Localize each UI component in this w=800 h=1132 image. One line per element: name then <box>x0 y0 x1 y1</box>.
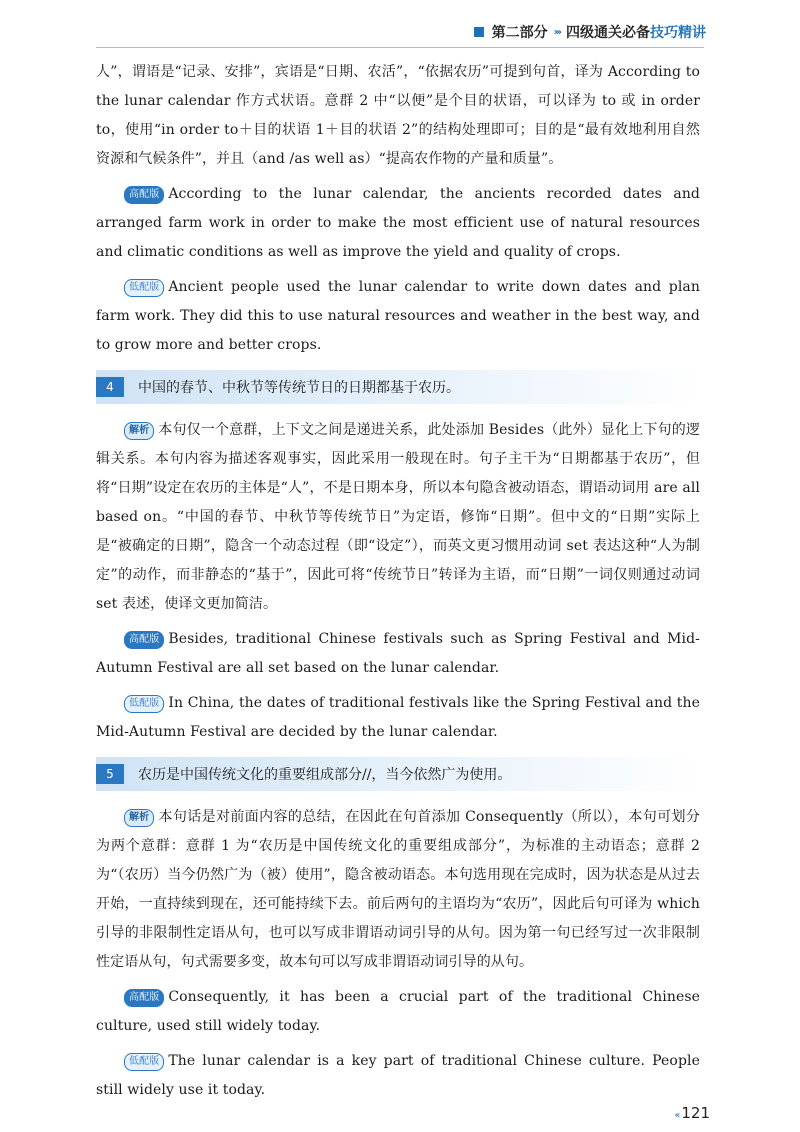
low-version-tag: 低配版 <box>124 1053 164 1071</box>
block4-analysis <box>96 416 700 619</box>
block3-high-version <box>96 180 700 267</box>
high-version-tag: 高配版 <box>124 989 164 1007</box>
sentence-band-4 <box>96 370 700 404</box>
low-version-tag: 低配版 <box>124 279 164 297</box>
block4-high-version <box>96 625 700 683</box>
page-number <box>674 1104 710 1122</box>
header-section-accent: 技巧精讲 <box>650 25 706 41</box>
block4-low-version <box>96 689 700 747</box>
high-version-tag: 高配版 <box>124 186 164 204</box>
sentence-text-5: 农历是中国传统文化的重要组成部分//，当今依然广为使用。 <box>138 767 512 783</box>
analysis-tag: 解析 <box>124 809 154 827</box>
block3-low-version <box>96 273 700 360</box>
running-header <box>474 22 706 42</box>
block5-low-version <box>96 1047 700 1105</box>
page-content <box>96 58 700 1105</box>
block4-analysis-text: 本句仅一个意群，上下文之间是递进关系，此处添加 Besides（此外）显化上下句的逻辑关系。本句内容为描述客观事实，因此采用一般现在时。句子主干为“日期都基于农历”，但将“日期”设定在农历的主体是“人”，不是日期本身，所以本句隐含被动语态，谓语动词用 are all based on。“中国的春节、中秋节等传统节日”为定语，修饰“日期”。但中文的“日期”实际上是“被确定的日期”，隐含一个动态过程（即“设定”），而英文更习惯用动词 set 表达这种“人为制定”的动作，而非静态的“基于”，因此可将“传统节日”转译为主语，而“日期”一词仅则通过动词 set 表述，使译文更加简洁。 <box>96 422 700 612</box>
block4-low-text: In China, the dates of traditional festivals like the Spring Festival and the Mid-Autumn Festival are decided by the lunar calendar. <box>96 695 700 740</box>
header-square-icon <box>474 27 484 37</box>
header-rule <box>96 47 704 48</box>
high-version-tag: 高配版 <box>124 631 164 649</box>
block5-analysis <box>96 803 700 977</box>
block5-high-text: Consequently, it has been a crucial part of the traditional Chinese culture, used still widely today. <box>96 989 700 1034</box>
header-part: 第二部分 <box>491 25 548 41</box>
page-number-value: 121 <box>681 1104 710 1122</box>
analysis-tag: 解析 <box>124 422 154 440</box>
block3-low-text: Ancient people used the lunar calendar to write down dates and plan farm work. They did this to use natural resources and weather in the best way, and to grow more and better crops. <box>96 279 700 353</box>
sentence-number-4: 4 <box>96 377 124 397</box>
block4-high-text: Besides, traditional Chinese festivals such as Spring Festival and Mid-Autumn Festival are all set based on the lunar calendar. <box>96 631 700 676</box>
intro-paragraph: 人”，谓语是“记录、安排”，宾语是“日期、农活”，“依据农历”可提到句首，译为 According to the lunar calendar 作方式状语。意群 2 中“以便”是个目的状语，可以译为 to 或 in order to，使用“in order to＋目的状语 1＋目的状语 2”的结构处理即可；目的是“最有效地利用自然资源和气候条件”，并且（and /as well as）“提高农作物的产量和质量”。 <box>96 64 700 167</box>
block3-high-text: According to the lunar calendar, the ancients recorded dates and arranged farm work in order to make the most efficient use of natural resources and climatic conditions as well as improve the yield and quality of crops. <box>96 186 700 260</box>
sentence-number-5: 5 <box>96 764 124 784</box>
block5-analysis-text: 本句话是对前面内容的总结，在因此在句首添加 Consequently（所以），本句可划分为两个意群：意群 1 为“农历是中国传统文化的重要组成部分”，为标准的主动语态；意群 2 为“（农历）当今仍然广为（被）使用”，隐含被动语态。本句选用现在完成时，因为状态是从过去开始，一直持续到现在，还可能持续下去。前后两句的主语均为“农历”，因此后句可译为 which 引导的非限制性定语从句，也可以写成非谓语动词引导的从句。因为第一句已经写过一次非限制性定语从句，句式需要多变，故本句可以写成非谓语动词引导的从句。 <box>96 809 700 970</box>
block5-high-version <box>96 983 700 1041</box>
sentence-band-5 <box>96 757 700 791</box>
low-version-tag: 低配版 <box>124 695 164 713</box>
header-section: 四级通关必备 <box>566 25 650 41</box>
block5-low-text: The lunar calendar is a key part of traditional Chinese culture. People still widely use it today. <box>96 1053 700 1098</box>
header-arrows-icon: ››› <box>553 26 560 38</box>
sentence-text-4: 中国的春节、中秋节等传统节日的日期都基于农历。 <box>138 380 460 396</box>
page-arrows-icon: ‹‹ <box>674 1110 679 1121</box>
